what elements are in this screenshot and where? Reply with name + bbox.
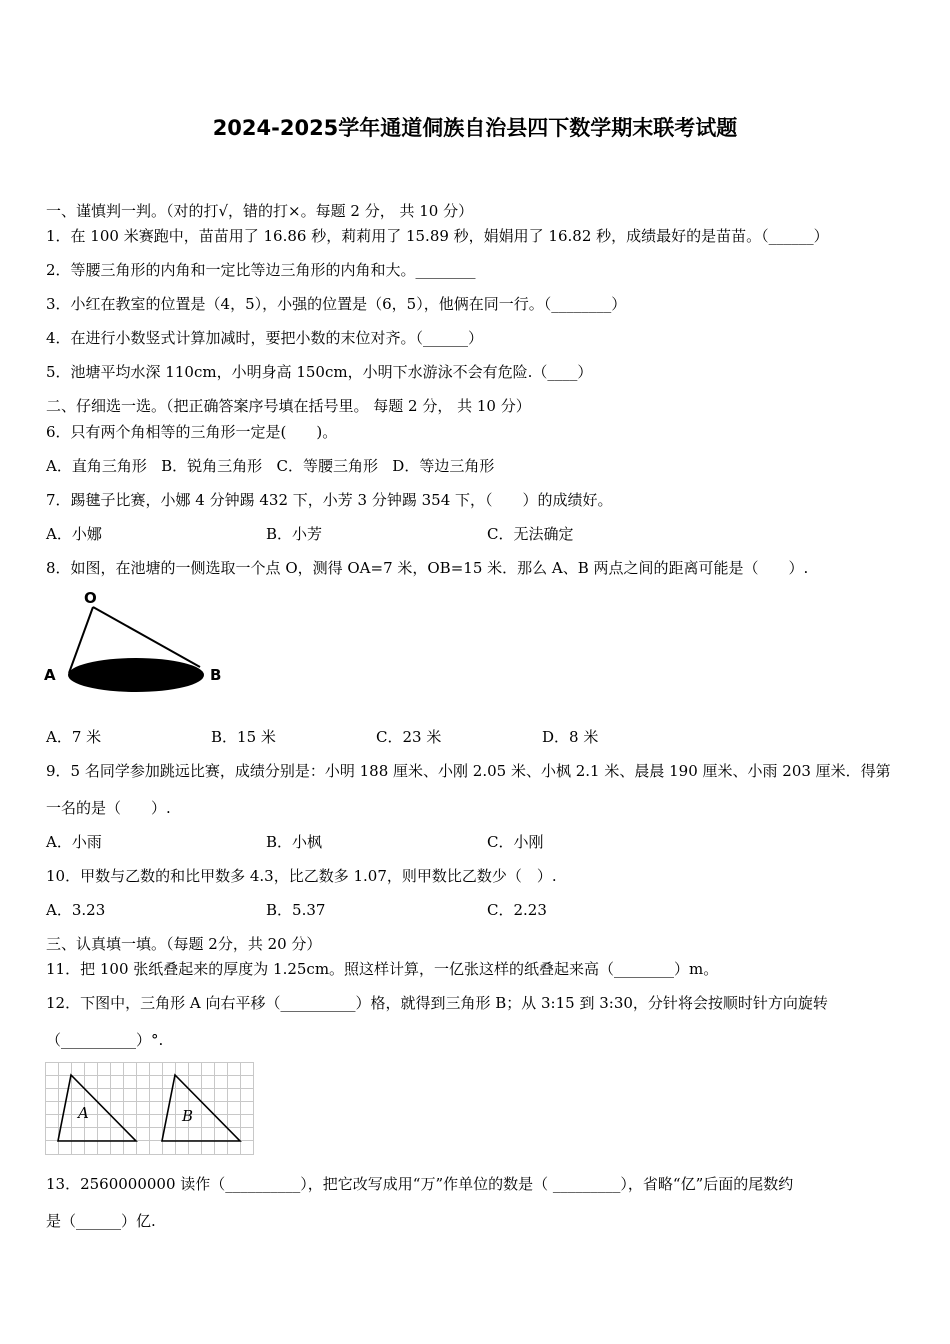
question-9-line-1: 9．5 名同学参加跳远比赛，成绩分别是：小明 188 厘米、小刚 2.05 米、小枫 2.1 米、晨晨 190 厘米、小雨 203 厘米．得第	[46, 762, 891, 780]
option-c: C．小刚	[487, 833, 544, 851]
option-c: C．2.23	[487, 901, 547, 919]
question-13-line-1: 13．2560000000 读作（__________），把它改写成用“万”作单位的数是（ _________），省略“亿”后面的尾数约	[46, 1175, 794, 1193]
label-b: B	[182, 1107, 194, 1125]
option-b: B．15 米	[211, 728, 276, 746]
option-c: C．无法确定	[487, 525, 574, 543]
question-11: 11．把 100 张纸叠起来的厚度为 1.25cm。照这样计算，一亿张这样的纸叠起来高（________）m。	[46, 960, 719, 978]
option-c: C．等腰三角形	[276, 457, 378, 475]
section-2-heading: 二、仔细选一选。（把正确答案序号填在括号里。 每题 2 分， 共 10 分）	[46, 397, 531, 415]
option-a: A．直角三角形	[46, 457, 147, 475]
option-b: B．小芳	[266, 525, 323, 543]
section-1-heading: 一、谨慎判一判。（对的打√，错的打×。每题 2 分， 共 10 分）	[46, 202, 474, 220]
option-a: A．小娜	[46, 525, 102, 543]
pond-diagram	[40, 585, 240, 700]
question-12-line-2: （__________）°.	[46, 1031, 164, 1049]
question-6: 6．只有两个角相等的三角形一定是( )。	[46, 423, 338, 441]
section-3-heading: 三、认真填一填。（每题 2分，共 20 分）	[46, 935, 322, 953]
question-13-line-2: 是（______）亿.	[46, 1212, 156, 1230]
label-a: A	[44, 666, 56, 684]
question-9-line-2: 一名的是（ ）.	[46, 799, 171, 817]
question-6-options	[46, 456, 494, 476]
option-d: D．8 米	[542, 728, 599, 746]
option-b: B．5.37	[266, 901, 326, 919]
question-2: 2．等腰三角形的内角和一定比等边三角形的内角和大。________	[46, 261, 476, 279]
option-a: A．小雨	[46, 833, 102, 851]
question-10: 10．甲数与乙数的和比甲数多 4.3，比乙数多 1.07，则甲数比乙数少（ ）.	[46, 867, 557, 885]
label-o: O	[84, 589, 97, 607]
question-1: 1．在 100 米赛跑中，苗苗用了 16.86 秒，莉莉用了 15.89 秒，娟娟用了 16.82 秒，成绩最好的是苗苗。（______）	[46, 227, 829, 245]
label-a: A	[78, 1104, 89, 1122]
option-b: B．小枫	[266, 833, 323, 851]
option-b: B．锐角三角形	[161, 457, 263, 475]
question-3: 3．小红在教室的位置是（4，5），小强的位置是（6，5），他俩在同一行。（________）	[46, 295, 627, 313]
option-a: A．7 米	[46, 728, 102, 746]
question-8: 8．如图，在池塘的一侧选取一个点 O，测得 OA=7 米，OB=15 米．那么 A、B 两点之间的距离可能是（ ）.	[46, 559, 809, 577]
option-a: A．3.23	[46, 901, 106, 919]
label-b: B	[210, 666, 222, 684]
question-7: 7．踢毽子比赛，小娜 4 分钟踢 432 下，小芳 3 分钟踢 354 下，（ ）的成绩好。	[46, 491, 613, 509]
option-d: D．等边三角形	[392, 457, 495, 475]
grid-triangles-diagram	[45, 1062, 255, 1156]
option-c: C．23 米	[376, 728, 442, 746]
page-title: 2024-2025学年通道侗族自治县四下数学期末联考试题	[212, 116, 738, 140]
question-5: 5．池塘平均水深 110cm，小明身高 150cm，小明下水游泳不会有危险.（____）	[46, 363, 593, 381]
pond-shape	[68, 658, 204, 692]
question-12-line-1: 12．下图中，三角形 A 向右平移（__________）格，就得到三角形 B；从 3:15 到 3:30，分针将会按顺时针方向旋转	[46, 994, 828, 1012]
question-4: 4．在进行小数竖式计算加减时，要把小数的末位对齐。（______）	[46, 329, 484, 347]
